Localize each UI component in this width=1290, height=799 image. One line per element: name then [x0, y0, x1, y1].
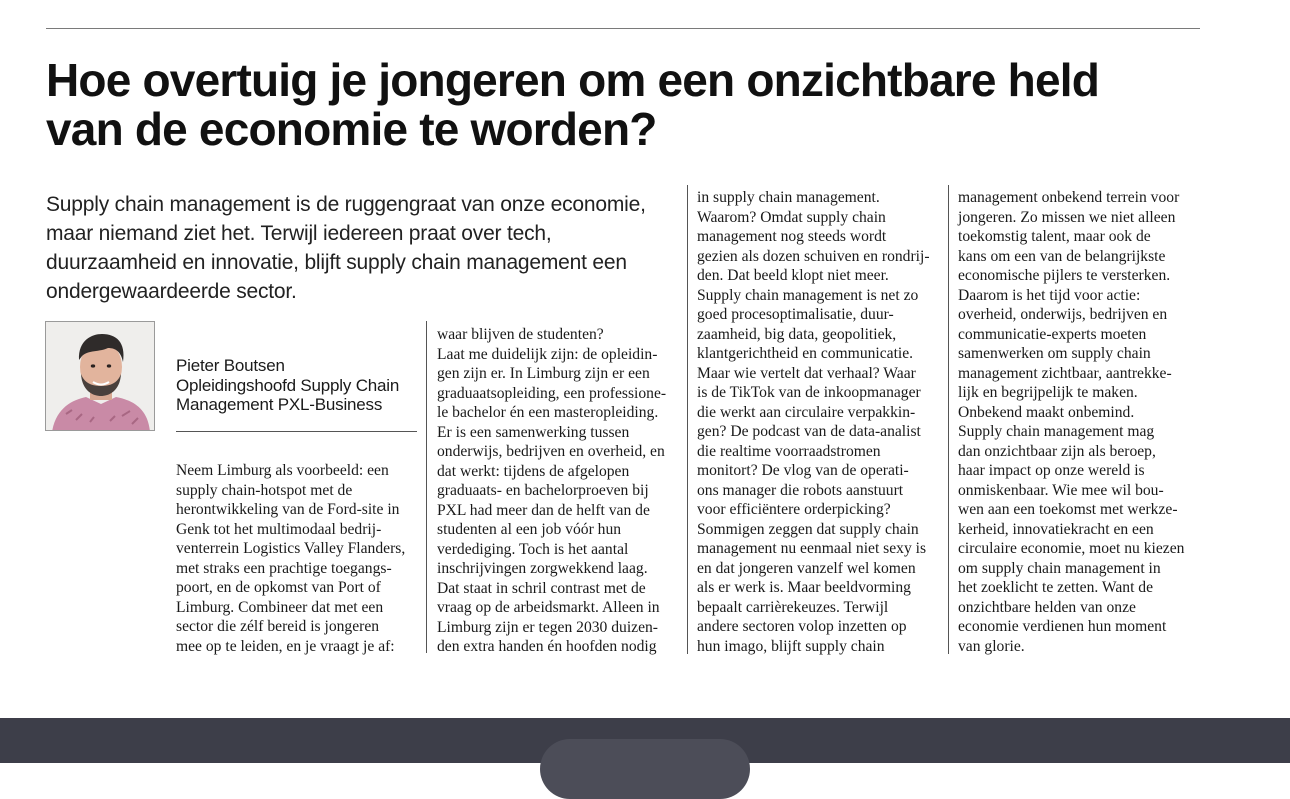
text-line: in supply chain management. [697, 189, 880, 206]
text-column-4 [958, 188, 1184, 656]
text-line: gen zijn er. In Limburg zijn er een [437, 365, 650, 382]
author-divider [176, 431, 417, 432]
footer-control[interactable] [540, 739, 750, 799]
text-line: supply chain-hotspot met de [176, 481, 353, 499]
text-line: voor efficiëntere orderpicking? [697, 501, 891, 518]
text-line: management onbekend terrein voor [958, 189, 1180, 206]
text-column-1 [176, 461, 405, 656]
column-divider [687, 185, 688, 654]
text-line: Neem Limburg als voorbeeld: een [176, 462, 389, 479]
text-line: Dat staat in schril contrast met de [437, 579, 646, 597]
author-byline [176, 356, 426, 415]
text-line: monitort? De vlog van de operati- [697, 462, 909, 479]
text-line: economische pijlers te versterken. [958, 267, 1171, 284]
text-line: graduaats- en bachelorproeven bij [437, 482, 649, 499]
text-line: den extra handen én hoofden nodig [437, 638, 657, 655]
text-line: sector die zélf bereid is jongeren [176, 618, 380, 635]
text-line: ons manager die robots aanstuurt [697, 481, 904, 499]
text-line: onmiskenbaar. Wie mee wil bou- [958, 481, 1164, 499]
text-line: den. Dat beeld klopt niet meer. [697, 267, 889, 284]
text-line: jongeren. Zo missen we niet alleen [958, 208, 1176, 226]
text-line: vraag op de arbeidsmarkt. Alleen in [437, 599, 660, 616]
text-line: gezien als dozen schuiven en rondrij- [697, 247, 930, 265]
text-line: Genk tot het multimodaal bedrij- [176, 520, 382, 538]
text-line: kans om een van de belangrijkste [958, 247, 1166, 265]
author-name: Pieter Boutsen [176, 356, 285, 375]
text-column-3 [697, 188, 930, 656]
text-line: lijk en begrijpelijk te maken. [958, 384, 1138, 401]
text-line: Onbekend maakt onbemind. [958, 403, 1135, 421]
text-line: le bachelor én een masteropleiding. [437, 404, 659, 421]
text-line: Maar wie vertelt dat verhaal? Waar [697, 364, 916, 382]
author-title-line2: Management PXL-Business [176, 395, 383, 414]
author-portrait-image [46, 322, 155, 431]
text-line: venterrein Logistics Valley Flanders, [176, 540, 406, 557]
text-line: Sommigen zeggen dat supply chain [697, 520, 919, 538]
text-line: circulaire economie, moet nu kiezen [958, 540, 1185, 557]
text-line: met straks een prachtige toegangs- [176, 559, 392, 577]
text-line: communicatie-experts moeten [958, 325, 1147, 343]
text-line: haar impact op onze wereld is [958, 462, 1145, 479]
text-line: management nu eenmaal niet sexy is [697, 540, 927, 557]
text-line: overheid, onderwijs, bedrijven en [958, 306, 1168, 323]
column-divider [948, 185, 949, 654]
text-line: dan onzichtbaar zijn als beroep, [958, 442, 1156, 460]
text-line: studenten al een job vóór hun [437, 521, 622, 538]
author-photo [45, 321, 155, 431]
text-line: als er werk is. Maar beeldvorming [697, 579, 911, 596]
text-line: herontwikkeling van de Ford-site in [176, 501, 400, 518]
text-line: onderwijs, bedrijven en overheid, en [437, 443, 665, 460]
text-line: van glorie. [958, 637, 1025, 655]
author-title-line1: Opleidingshoofd Supply Chain [176, 375, 400, 395]
text-line: graduaatsopleiding, een professione- [437, 384, 667, 402]
text-line: management nog steeds wordt [697, 228, 887, 245]
text-line: die werkt aan circulaire verpakkin- [697, 403, 916, 421]
text-line: mee op te leiden, en je vraagt je af: [176, 637, 395, 655]
text-line: die realtime voorraadstromen [697, 442, 881, 460]
text-line: PXL had meer dan de helft van de [437, 501, 650, 519]
text-line: poort, en de opkomst van Port of [176, 579, 381, 596]
text-line: is de TikTok van de inkoopmanager [697, 384, 921, 401]
text-column-2 [437, 325, 666, 657]
text-line: dat werkt: tijdens de afgelopen [437, 462, 630, 480]
text-line: zaamheid, big data, geopolitiek, [697, 325, 897, 343]
text-line: management zichtbaar, aantrekke- [958, 364, 1172, 382]
text-line: gen? De podcast van de data-analist [697, 423, 921, 440]
text-line: goed procesoptimalisatie, duur- [697, 306, 894, 323]
text-line: kerheid, innovatiekracht en een [958, 520, 1154, 538]
article-intro: Supply chain management is de ruggengraat van onze economie, maar niemand ziet het. Terwijl iedereen praat over tech, duurzaamheid en innovatie, blijft supply chain management een ondergewaardeerde sector. [46, 193, 646, 303]
text-line: Supply chain management mag [958, 423, 1155, 440]
text-line: verdediging. Toch is het aantal [437, 540, 629, 558]
text-line: Er is een samenwerking tussen [437, 423, 630, 441]
text-line: Supply chain management is net zo [697, 286, 919, 304]
text-line: waar blijven de studenten? [437, 326, 604, 343]
text-line: samenwerken om supply chain [958, 345, 1151, 362]
text-line: hun imago, blijft supply chain [697, 637, 885, 655]
article-headline: Hoe overtuig je jongeren om een onzichtbare held van de economie te worden? [46, 54, 1099, 155]
text-line: inschrijvingen zorgwekkend laag. [437, 560, 648, 577]
text-line: andere sectoren volop inzetten op [697, 618, 907, 635]
text-line: het zoeklicht te zetten. Want de [958, 579, 1154, 596]
column-divider [426, 321, 427, 653]
text-line: economie verdienen hun moment [958, 618, 1167, 635]
text-line: en dat jongeren vanzelf wel komen [697, 559, 916, 577]
text-line: Limburg zijn er tegen 2030 duizen- [437, 618, 658, 636]
text-line: om supply chain management in [958, 559, 1161, 577]
text-line: bepaalt carrièrekeuzes. Terwijl [697, 598, 889, 616]
text-line: onzichtbare helden van onze [958, 598, 1136, 616]
text-line: Laat me duidelijk zijn: de opleidin- [437, 345, 658, 363]
text-line: Limburg. Combineer dat met een [176, 598, 384, 616]
text-line: toekomstig talent, maar ook de [958, 228, 1151, 245]
top-divider [46, 28, 1200, 29]
text-line: klantgerichtheid en communicatie. [697, 345, 914, 362]
text-line: wen aan een toekomst met werkze- [958, 501, 1178, 518]
text-line: Waarom? Omdat supply chain [697, 208, 886, 226]
text-line: Daarom is het tijd voor actie: [958, 286, 1141, 304]
